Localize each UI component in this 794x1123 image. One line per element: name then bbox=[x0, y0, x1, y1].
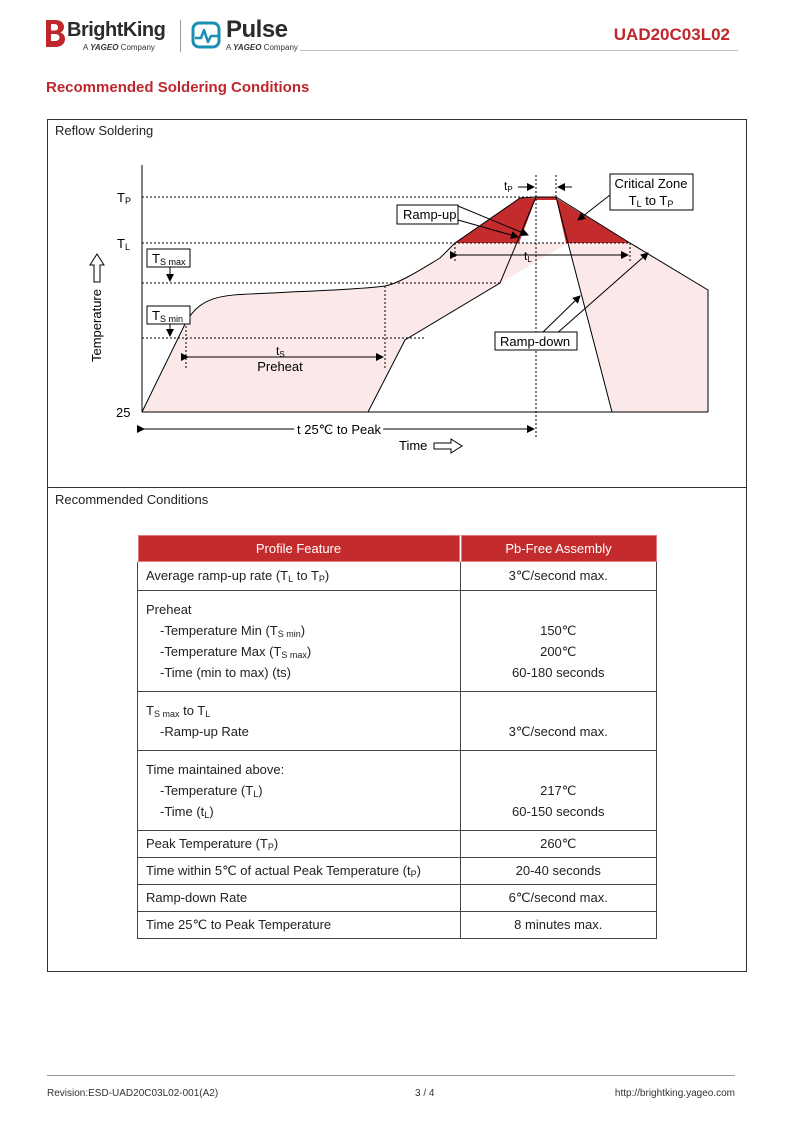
tl-width-label: tL bbox=[524, 249, 532, 264]
conditions-table bbox=[137, 535, 657, 939]
table-header-row bbox=[138, 535, 657, 562]
footer-url[interactable]: http://brightking.yageo.com bbox=[614, 1088, 735, 1099]
footer-rule bbox=[47, 1075, 735, 1076]
temperature-arrow-icon bbox=[90, 254, 104, 282]
table-row: Average ramp-up rate ($T_L$ to $T_P$) 3℃/second max. bbox=[138, 562, 657, 590]
table-row: Peak Temperature $(T_P)$ 260℃ bbox=[138, 830, 657, 857]
footer-page-number: 3 / 4 bbox=[415, 1088, 435, 1099]
footer-revision: Revision:ESD-UAD20C03L02-001(A2) bbox=[47, 1088, 219, 1099]
critical-pointer bbox=[578, 195, 610, 220]
rampup-label: Ramp-up bbox=[403, 207, 457, 222]
tl-label: TL bbox=[117, 236, 130, 252]
reflow-profile-diagram bbox=[0, 0, 794, 480]
table-row: Time maintained above: -Temperature $(T_L)$ -Time $(t_L)$ 217℃ 60-150 seconds bbox=[138, 750, 657, 830]
tsmax-label: TS max bbox=[152, 251, 186, 267]
pulse-name: Pulse bbox=[226, 16, 288, 43]
critical-zone-line1: Critical Zone bbox=[614, 176, 688, 191]
col-feature-header: Profile Feature bbox=[138, 535, 461, 562]
rampdown-label: Ramp-down bbox=[500, 334, 571, 349]
preheat-label: Preheat bbox=[257, 359, 303, 374]
tp-width-label: tP bbox=[504, 179, 513, 194]
tp-label: TP bbox=[117, 190, 131, 206]
table-row: Ramp-down Rate 6℃/second max. bbox=[138, 884, 657, 911]
tsmin-label: TS min bbox=[152, 308, 183, 324]
critical-zone-fill-left bbox=[455, 198, 536, 243]
brightking-subtitle: A YAGEO Company bbox=[83, 43, 155, 52]
frame-divider bbox=[47, 487, 747, 488]
critical-zone-line2: TL to TP bbox=[628, 193, 674, 209]
table-row: Time within 5℃ of actual Peak Temperature $(t_P)$ 20-40 seconds bbox=[138, 857, 657, 884]
col-value-header: Pb-Free Assembly bbox=[460, 535, 657, 562]
table-row: Time 25℃ to Peak Temperature 8 minutes max. bbox=[138, 911, 657, 938]
pulse-subtitle: A YAGEO Company bbox=[226, 43, 298, 52]
table-row: Preheat -Temperature Min $(T_{S min})$ -Temperature Max $(T_{S max})$ -Time (min to max) (ts) 150℃ 200℃ 60-180 seconds bbox=[138, 590, 657, 691]
document-id: UAD20C03L02 bbox=[613, 25, 730, 44]
reflow-title: Reflow Soldering bbox=[55, 123, 154, 138]
y-25-label: 25 bbox=[116, 405, 131, 420]
table-row: $T_{S max}$ to $T_L$ -Ramp-up Rate 3℃/second max. bbox=[138, 691, 657, 750]
time-arrow-icon bbox=[434, 439, 462, 453]
rampdown-pointer-1 bbox=[540, 296, 580, 335]
section-title: Recommended Soldering Conditions bbox=[46, 79, 310, 96]
ts-width-label: tS bbox=[276, 344, 285, 359]
conditions-title: Recommended Conditions bbox=[55, 492, 209, 507]
t25-label: t 25℃ to Peak bbox=[297, 422, 381, 437]
y-axis-label: Temperature bbox=[89, 289, 104, 362]
x-axis-label: Time bbox=[399, 438, 428, 453]
brightking-name: BrightKing bbox=[67, 19, 166, 41]
